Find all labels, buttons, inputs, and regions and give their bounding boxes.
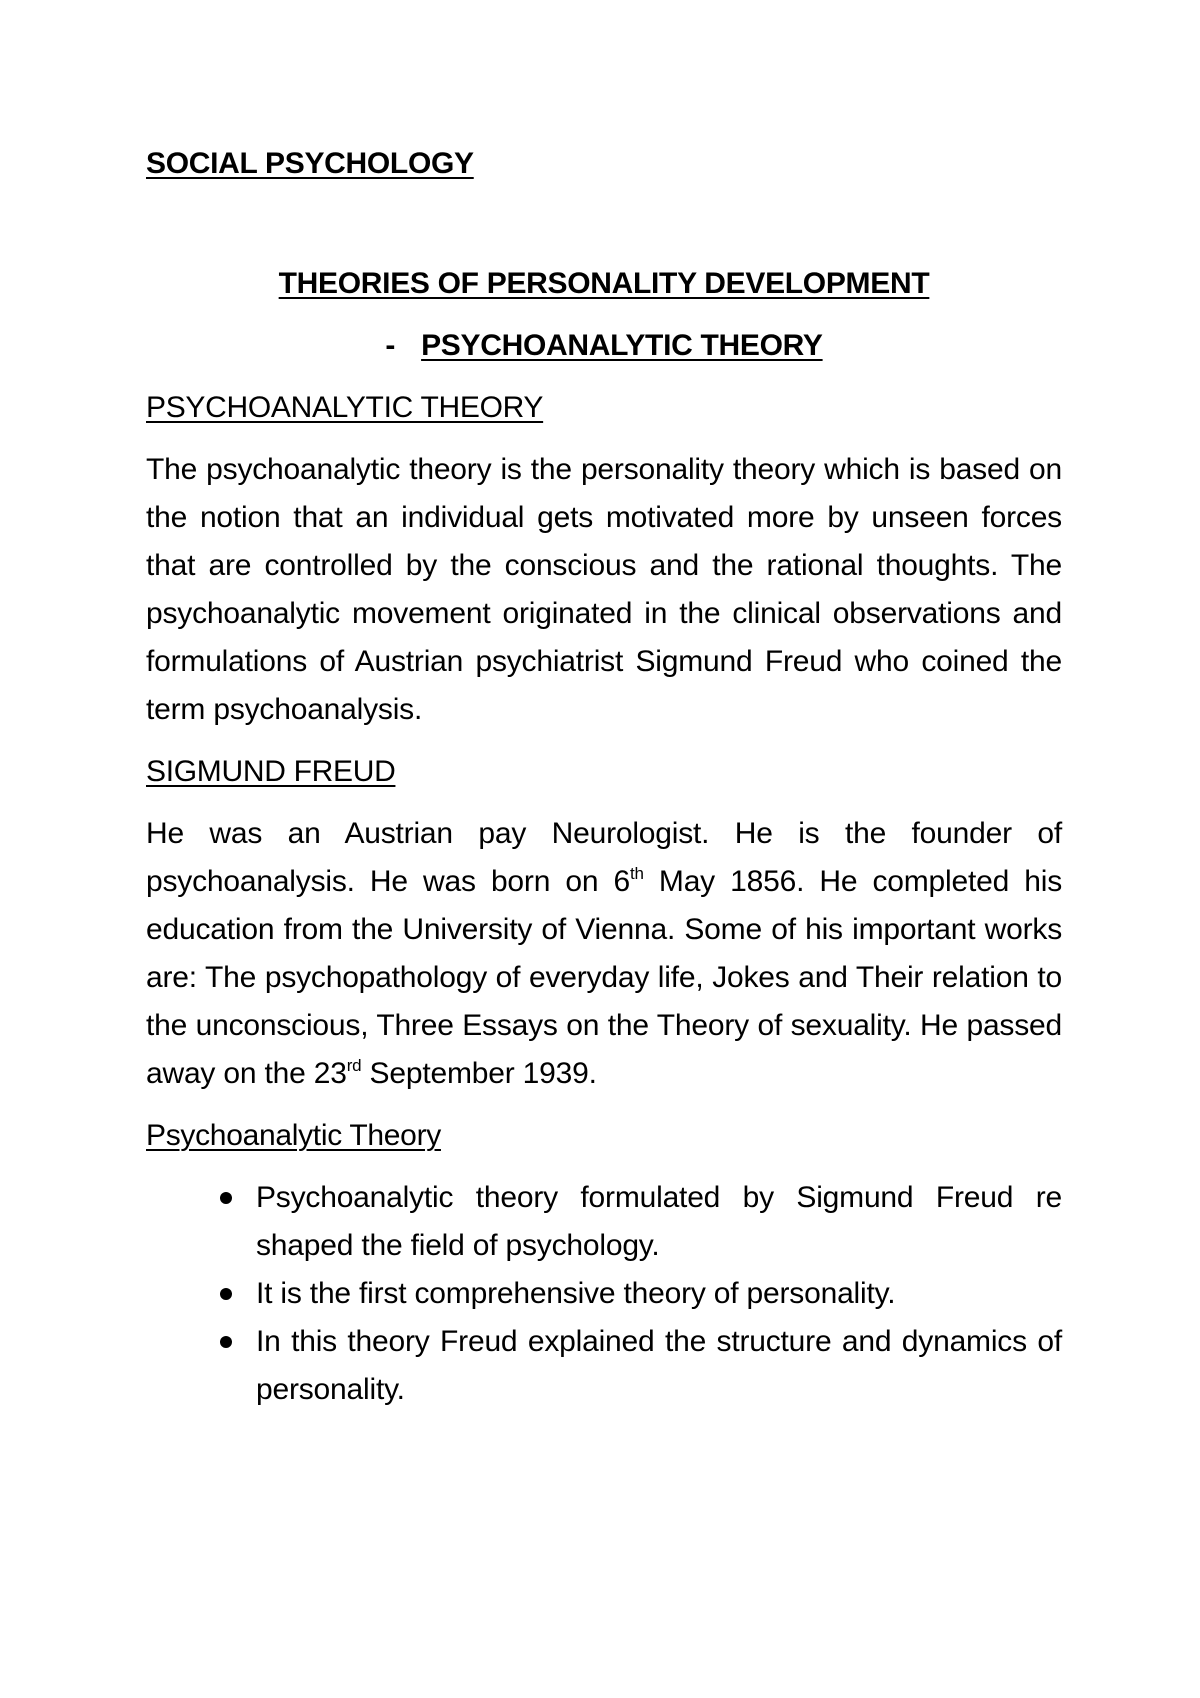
theory-bullet-list xyxy=(146,1174,1062,1414)
paragraph-psychoanalytic: The psychoanalytic theory is the personality theory which is based on the notion that an individual gets motivated more by unseen forces that are controlled by the conscious and the rational thoughts. The psychoanalytic movement originated in the clinical observations and formulations of Austrian psychiatrist Sigmund Freud who coined the term psychoanalysis. xyxy=(146,453,1062,726)
bullet-icon xyxy=(220,1192,232,1204)
spacer xyxy=(146,796,1062,810)
superscript-rd: rd xyxy=(346,1056,362,1075)
spacer xyxy=(146,370,1062,384)
spacer xyxy=(146,1098,1062,1112)
section-heading-theory: Psychoanalytic Theory xyxy=(146,1119,441,1152)
spacer xyxy=(146,1160,1062,1174)
spacer xyxy=(146,188,1062,260)
main-heading: THEORIES OF PERSONALITY DEVELOPMENT xyxy=(278,267,930,300)
list-item-text: Psychoanalytic theory formulated by Sigmund Freud re shaped the field of psychology. xyxy=(256,1181,1062,1262)
list-item xyxy=(146,1174,1062,1270)
list-item xyxy=(146,1318,1062,1414)
list-item xyxy=(146,1270,1062,1318)
freud-text-3: September 1939. xyxy=(361,1057,597,1090)
spacer xyxy=(146,734,1062,748)
document-title: SOCIAL PSYCHOLOGY xyxy=(146,147,474,180)
section-heading-freud: SIGMUND FREUD xyxy=(146,755,396,788)
spacer xyxy=(146,308,1062,322)
freud-text-1: He was an Austrian pay Neurologist. He is the founder of psychoanalysis. He was born on 6 xyxy=(146,817,1062,898)
list-item-text: In this theory Freud explained the structure and dynamics of personality. xyxy=(256,1325,1062,1406)
list-item-text: It is the first comprehensive theory of personality. xyxy=(256,1277,896,1310)
superscript-th: th xyxy=(629,864,644,883)
bullet-icon xyxy=(220,1336,232,1348)
bullet-icon xyxy=(220,1288,232,1300)
sub-heading-dash: - xyxy=(385,329,396,362)
section-heading-psychoanalytic: PSYCHOANALYTIC THEORY xyxy=(146,391,544,424)
sub-heading-text: PSYCHOANALYTIC THEORY xyxy=(421,329,823,362)
spacer xyxy=(146,432,1062,446)
sub-heading xyxy=(146,322,1062,370)
paragraph-freud xyxy=(146,810,1062,1098)
freud-text-2: May 1856. He completed his education from the University of Vienna. Some of his important works are: The psychopathology of everyday life, Jokes and Their relation to the unconscious, Three Essays on the Theory of sexuality. He passed away on the 23 xyxy=(146,865,1062,1090)
document-content xyxy=(146,140,1062,1414)
